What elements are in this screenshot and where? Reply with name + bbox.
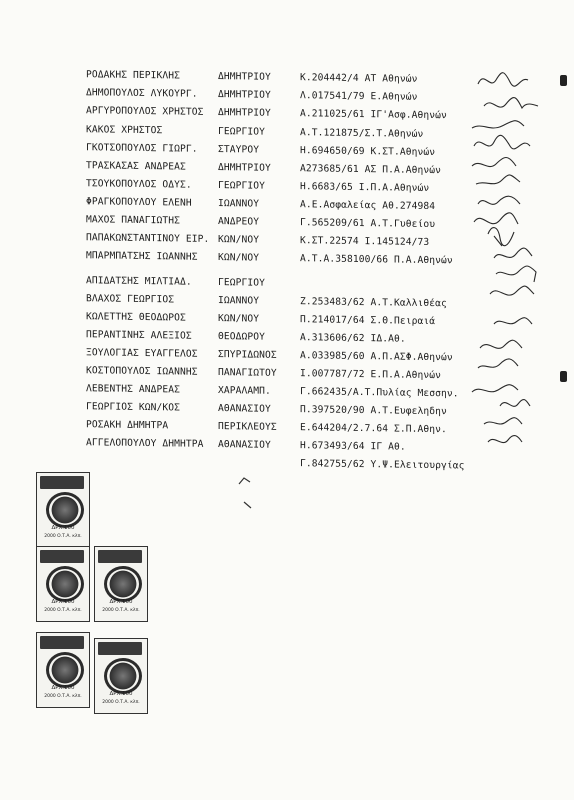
id-number: Η.673493/64 ΙΓ Αθ. [300, 440, 406, 453]
father-name: ΚΩΝ/ΝΟΥ [218, 313, 260, 325]
person-name: ΑΓΓΕΛΟΠΟΥΛΟΥ ΔΗΜΗΤΡΑ [86, 437, 204, 450]
stamp-subvalue: 2000 Ο.Τ.Α. κλπ. [44, 694, 82, 699]
person-name: ΔΗΜΟΠΟΥΛΟΣ ΛΥΚΟΥΡΓ. [86, 87, 198, 100]
id-number: Κ.204442/4 ΑΤ Αθηνών [300, 72, 418, 85]
stamp-header [98, 642, 142, 655]
id-number: Α.211025/61 ΙΓ'Ασφ.Αθηνών [300, 108, 447, 122]
father-name: ΠΑΝΑΓΙΩΤΟΥ [218, 367, 277, 379]
stamp-emblem-icon [46, 492, 84, 528]
father-name: ΠΕΡΙΚΛΕΟΥΣ [218, 421, 277, 433]
stamp-value: ΔΡΧ.100 [109, 691, 133, 697]
id-number: Κ.ΣΤ.22574 Ι.145124/73 [300, 235, 430, 248]
father-name: ΙΩΑΝΝΟΥ [218, 295, 260, 307]
person-name: ΜΑΧΟΣ ΠΑΝΑΓΙΩΤΗΣ [86, 214, 181, 227]
father-name: ΑΝΔΡΕΟΥ [218, 216, 260, 228]
father-name: ΑΘΑΝΑΣΙΟΥ [218, 403, 271, 415]
handwritten-signatures [470, 62, 560, 502]
stamp-value: ΔΡΧ.100 [109, 599, 133, 605]
father-name: ΓΕΩΡΓΙΟΥ [218, 126, 266, 138]
stamp-emblem-icon [46, 652, 84, 688]
pen-mark [243, 500, 253, 510]
id-number: Α.Ε.Ασφαλείας Αθ.274984 [300, 199, 436, 213]
person-name: ΠΕΡΑΝΤΙΝΗΣ ΑΛΕΞΙΟΣ [86, 329, 192, 342]
father-name: ΣΠΥΡΙΔΩΝΟΣ [218, 349, 277, 361]
stamp-header [98, 550, 142, 563]
father-name: ΙΩΑΝΝΟΥ [218, 198, 260, 210]
pen-mark [238, 476, 252, 486]
id-number: Ε.644204/2.7.64 Σ.Π.Αθην. [300, 422, 447, 436]
person-name: ΑΠΙΔΑΤΣΗΣ ΜΙΛΤΙΑΔ. [86, 275, 192, 288]
id-number: Α.033985/60 Α.Π.ΑΣΦ.Αθηνών [300, 350, 453, 364]
stamp-value: ΔΡΧ.100 [51, 685, 75, 691]
id-number: Ζ.253483/62 Α.Τ.Καλλιθέας [300, 296, 447, 310]
person-name: ΜΠΑΡΜΠΑΤΣΗΣ ΙΩΑΝΝΗΣ [86, 250, 198, 263]
id-number: Α.313606/62 ΙΔ.Αθ. [300, 332, 406, 345]
id-number: Α273685/61 ΑΣ Π.Α.Αθηνών [300, 163, 442, 177]
id-number: Π.214017/64 Σ.Θ.Πειραιά [300, 314, 436, 328]
id-number: Η.6683/65 Ι.Π.Α.Αθηνών [300, 181, 430, 194]
stamp-header [40, 476, 84, 489]
person-name: ΡΟΔΑΚΗΣ ΠΕΡΙΚΛΗΣ [86, 69, 181, 82]
person-name: ΑΡΓΥΡΟΠΟΥΛΟΣ ΧΡΗΣΤΟΣ [86, 105, 204, 118]
revenue-stamp [36, 632, 90, 708]
stamp-header [40, 550, 84, 563]
person-name: ΓΚΟΤΣΟΠΟΥΛΟΣ ΓΙΩΡΓ. [86, 142, 198, 155]
id-number: Λ.017541/79 Ε.Αθηνών [300, 90, 418, 103]
person-name: ΞΟΥΛΟΓΙΑΣ ΕΥΑΓΓΕΛΟΣ [86, 347, 198, 360]
stamp-subvalue: 2000 Ο.Τ.Α. κλπ. [102, 608, 140, 613]
person-name: ΠΑΠΑΚΩΝΣΤΑΝΤΙΝΟΥ ΕΙΡ. [86, 232, 210, 245]
id-number: Γ.662435/Α.Τ.Πυλίας Μεσσην. [300, 386, 459, 400]
stamp-header [40, 636, 84, 649]
id-number: Γ.842755/62 Υ.Ψ.Ελειτουργίας [300, 458, 465, 472]
person-name: ΤΣΟΥΚΟΠΟΥΛΟΣ ΟΔΥΣ. [86, 178, 192, 191]
stamp-subvalue: 2000 Ο.Τ.Α. κλπ. [102, 700, 140, 705]
stamp-emblem-icon [46, 566, 84, 602]
person-name: ΡΟΣΑΚΗ ΔΗΜΗΤΡΑ [86, 419, 169, 432]
person-name: ΒΛΑΧΟΣ ΓΕΩΡΓΙΟΣ [86, 293, 175, 306]
father-name: ΧΑΡΑΛΑΜΠ. [218, 385, 271, 397]
person-name: ΚΑΚΟΣ ΧΡΗΣΤΟΣ [86, 124, 163, 137]
father-name: ΓΕΩΡΓΙΟΥ [218, 277, 266, 289]
father-name: ΔΗΜΗΤΡΙΟΥ [218, 89, 271, 101]
stamp-subvalue: 2000 Ο.Τ.Α. κλπ. [44, 534, 82, 539]
revenue-stamp [94, 638, 148, 714]
father-name: ΑΘΑΝΑΣΙΟΥ [218, 439, 271, 451]
person-name: ΚΟΣΤΟΠΟΥΛΟΣ ΙΩΑΝΝΗΣ [86, 365, 198, 378]
stamp-value: ΔΡΧ.100 [51, 599, 75, 605]
person-name: ΤΡΑΣΚΑΣΑΣ ΑΝΔΡΕΑΣ [86, 160, 186, 173]
father-name: ΣΤΑΥΡΟΥ [218, 144, 260, 156]
revenue-stamp [36, 472, 90, 548]
person-name: ΚΩΛΕΤΤΗΣ ΘΕΟΔΩΡΟΣ [86, 311, 186, 324]
stamp-emblem-icon [104, 566, 142, 602]
stamp-value: ΔΡΧ.100 [51, 525, 75, 531]
stamp-emblem-icon [104, 658, 142, 694]
father-name: ΔΗΜΗΤΡΙΟΥ [218, 162, 271, 174]
person-name: ΛΕΒΕΝΤΗΣ ΑΝΔΡΕΑΣ [86, 383, 181, 396]
stamp-subvalue: 2000 Ο.Τ.Α. κλπ. [44, 608, 82, 613]
father-name: ΚΩΝ/ΝΟΥ [218, 252, 260, 264]
revenue-stamp [36, 546, 90, 622]
father-name: ΘΕΟΔΩΡΟΥ [218, 331, 266, 343]
id-number: Ι.007787/72 Ε.Π.Α.Αθηνών [300, 368, 442, 382]
id-number: Π.397520/90 Α.Τ.Ευφεληδην [300, 404, 447, 418]
person-name: ΓΕΩΡΓΙΟΣ ΚΩΝ/ΚΟΣ [86, 401, 181, 414]
revenue-stamp [94, 546, 148, 622]
id-number: Γ.565209/61 Α.Τ.Γυθείου [300, 217, 436, 231]
id-number: Α.Τ.Α.358100/66 Π.Α.Αθηνών [300, 253, 453, 267]
father-name: ΔΗΜΗΤΡΙΟΥ [218, 71, 271, 83]
father-name: ΓΕΩΡΓΙΟΥ [218, 180, 266, 192]
father-name: ΔΗΜΗΤΡΙΟΥ [218, 107, 271, 119]
id-number: Η.694650/69 Κ.ΣΤ.Αθηνών [300, 145, 436, 159]
father-name: ΚΩΝ/ΝΟΥ [218, 234, 260, 246]
person-name: ΦΡΑΓΚΟΠΟΥΛΟΥ ΕΛΕΝΗ [86, 196, 192, 209]
id-number: Α.Τ.121875/Σ.Τ.Αθηνών [300, 127, 424, 140]
